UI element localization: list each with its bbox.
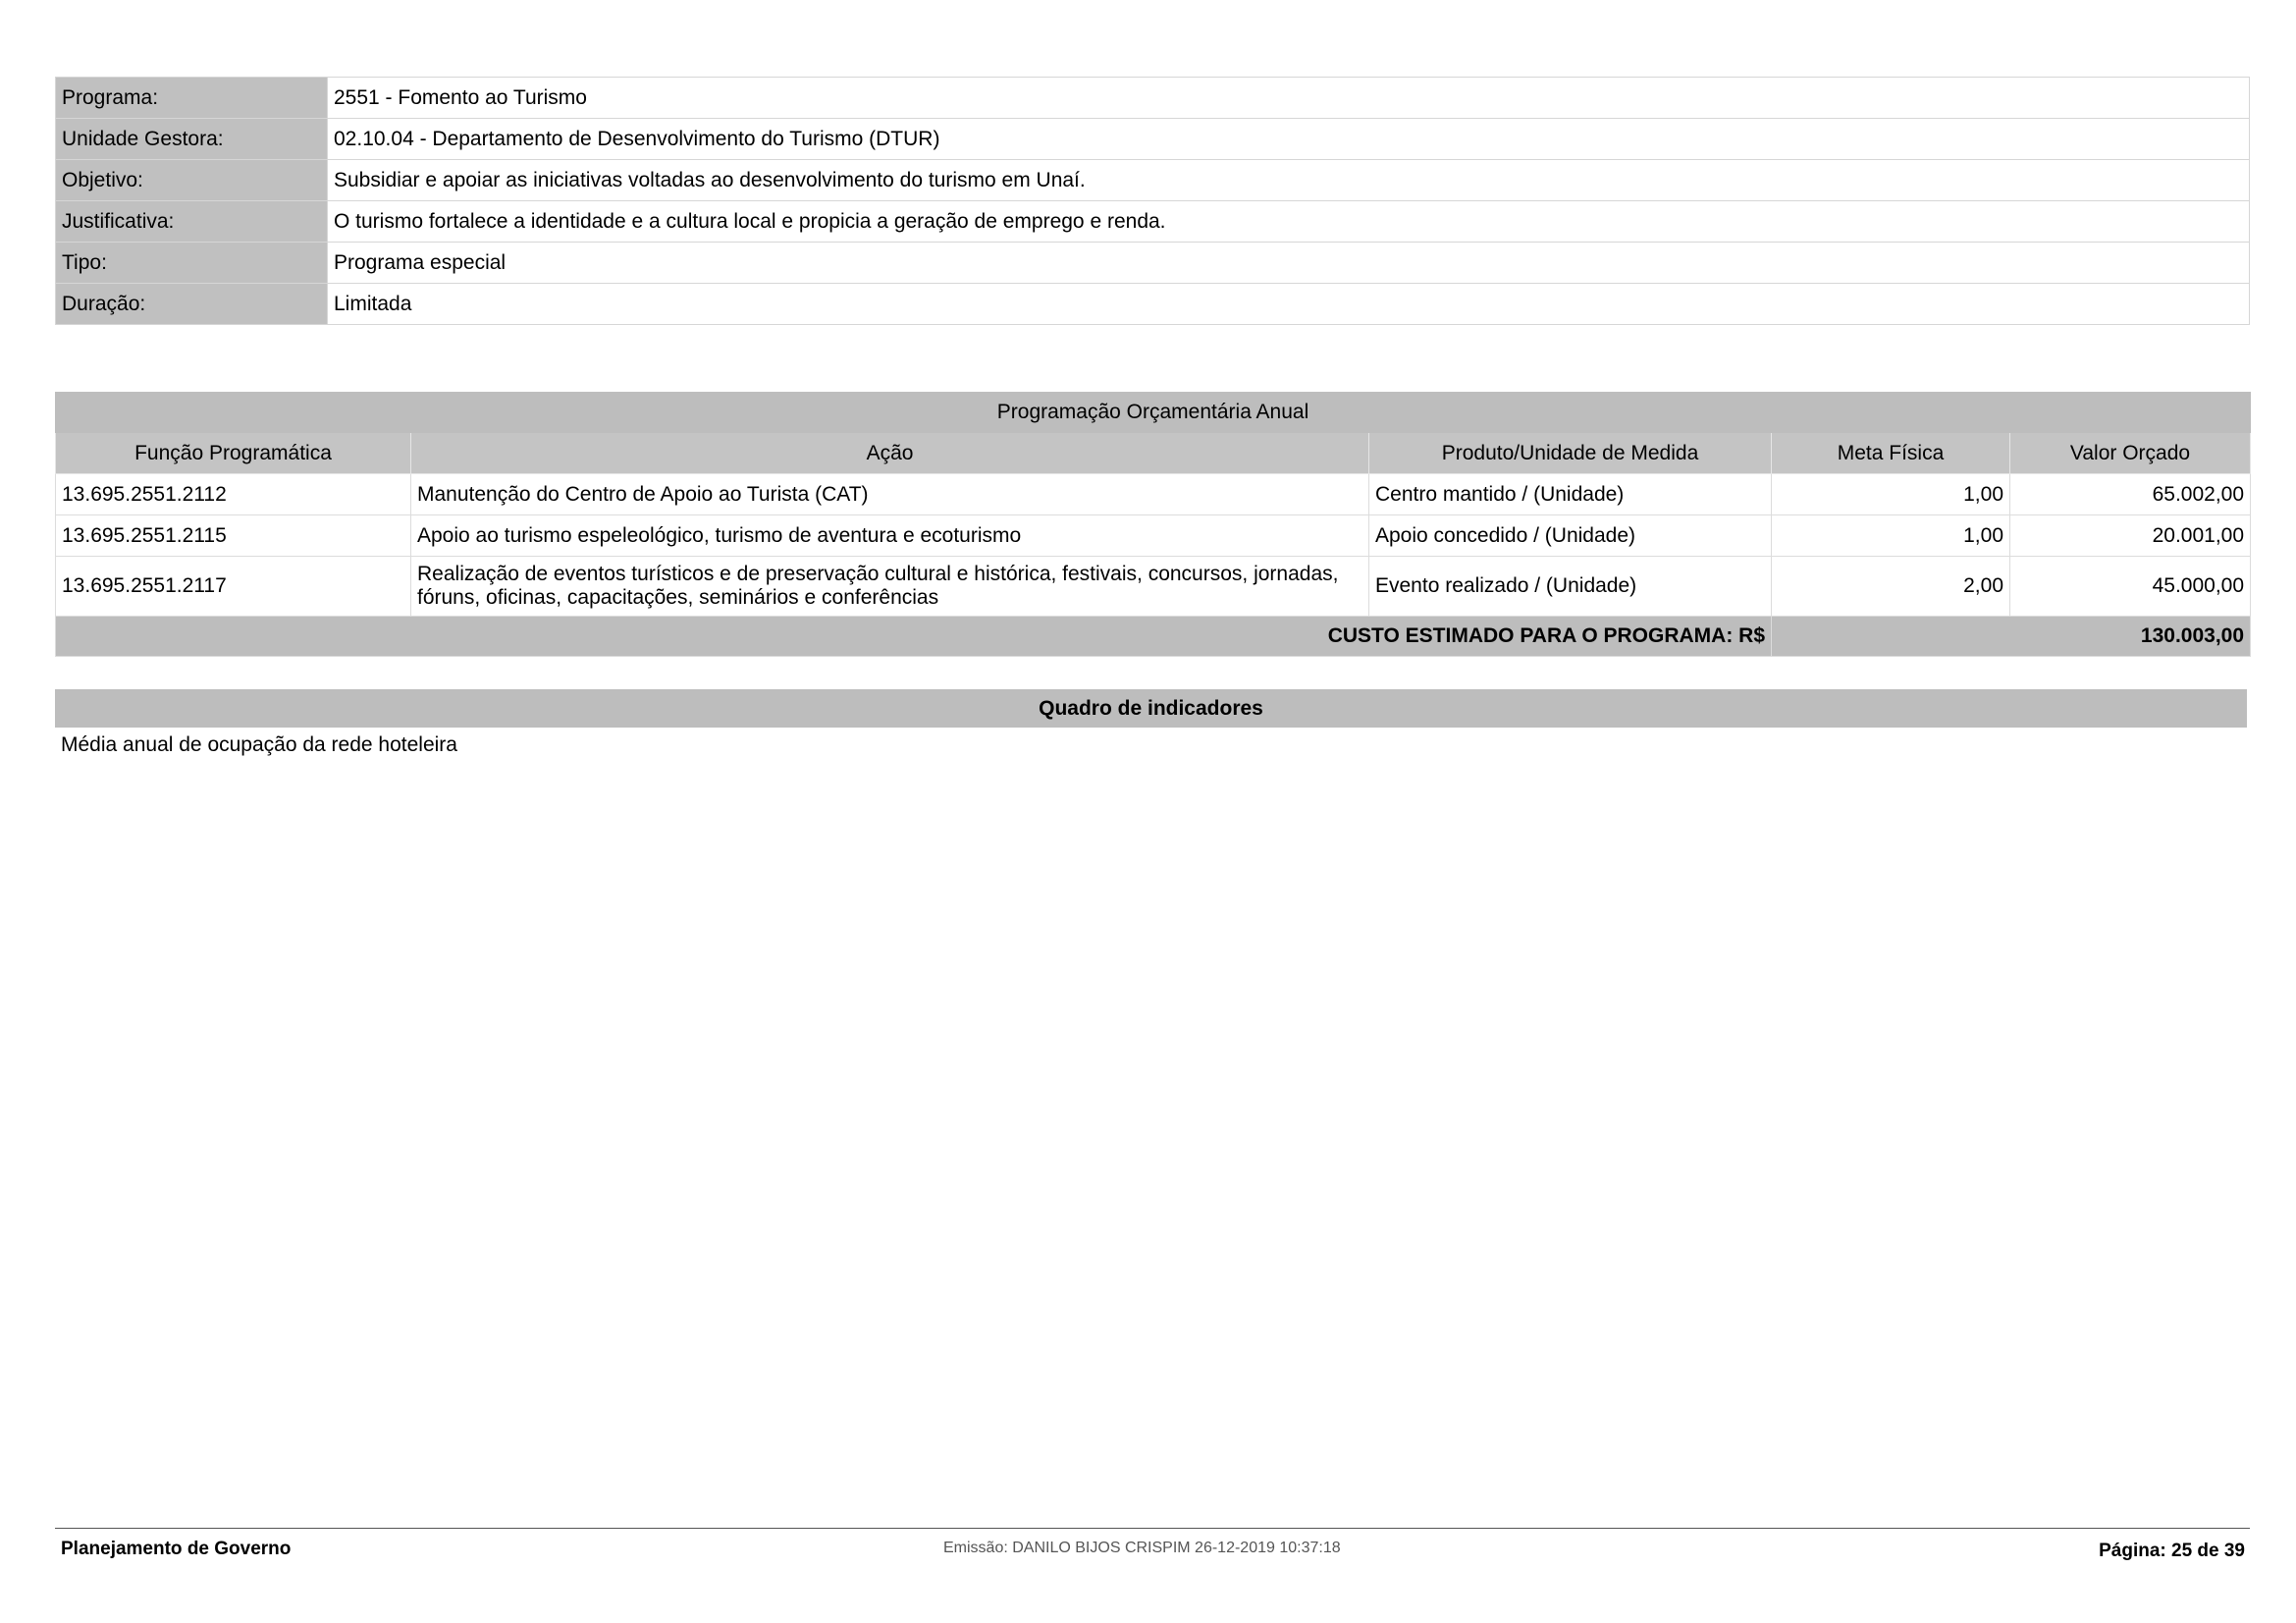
info-value: 02.10.04 - Departamento de Desenvolvimento do Turismo (DTUR) [328, 119, 2250, 160]
table-row [56, 515, 2251, 557]
info-label: Justificativa: [56, 201, 328, 243]
footer-department: Planejamento de Governo [61, 1539, 292, 1559]
info-label: Duração: [56, 284, 328, 325]
cell-funcao: 13.695.2551.2115 [56, 515, 411, 557]
total-row [56, 617, 2251, 657]
table-row [56, 474, 2251, 515]
column-header-funcao: Função Programática [56, 433, 411, 474]
cell-acao: Manutenção do Centro de Apoio ao Turista (CAT) [411, 474, 1369, 515]
info-value: Programa especial [328, 243, 2250, 284]
info-label: Objetivo: [56, 160, 328, 201]
column-header-valor: Valor Orçado [2010, 433, 2251, 474]
indicators-header: Quadro de indicadores [55, 689, 2247, 728]
info-row-programa [56, 78, 2250, 119]
budget-title-row [56, 393, 2251, 433]
info-label: Unidade Gestora: [56, 119, 328, 160]
footer-emission: Emissão: DANILO BIJOS CRISPIM 26-12-2019 10:37:18 [943, 1540, 1341, 1556]
program-info-table [55, 77, 2250, 325]
total-label: CUSTO ESTIMADO PARA O PROGRAMA: R$ [56, 617, 1772, 657]
info-label: Tipo: [56, 243, 328, 284]
cell-valor: 20.001,00 [2010, 515, 2251, 557]
info-value: Limitada [328, 284, 2250, 325]
cell-funcao: 13.695.2551.2117 [56, 557, 411, 617]
cell-valor: 65.002,00 [2010, 474, 2251, 515]
footer-page-number: Página: 25 de 39 [2099, 1541, 2245, 1561]
info-label: Programa: [56, 78, 328, 119]
cell-meta: 2,00 [1772, 557, 2010, 617]
budget-header-row [56, 433, 2251, 474]
footer-divider [55, 1528, 2250, 1529]
total-value: 130.003,00 [1772, 617, 2251, 657]
cell-produto: Centro mantido / (Unidade) [1369, 474, 1772, 515]
cell-acao: Apoio ao turismo espeleológico, turismo de aventura e ecoturismo [411, 515, 1369, 557]
budget-title: Programação Orçamentária Anual [56, 393, 2251, 433]
info-value: O turismo fortalece a identidade e a cultura local e propicia a geração de emprego e renda. [328, 201, 2250, 243]
info-row-justificativa [56, 201, 2250, 243]
info-value: Subsidiar e apoiar as iniciativas voltadas ao desenvolvimento do turismo em Unaí. [328, 160, 2250, 201]
cell-produto: Apoio concedido / (Unidade) [1369, 515, 1772, 557]
cell-meta: 1,00 [1772, 515, 2010, 557]
cell-produto: Evento realizado / (Unidade) [1369, 557, 1772, 617]
column-header-meta: Meta Física [1772, 433, 2010, 474]
column-header-acao: Ação [411, 433, 1369, 474]
budget-table [55, 392, 2251, 657]
info-value: 2551 - Fomento ao Turismo [328, 78, 2250, 119]
column-header-produto: Produto/Unidade de Medida [1369, 433, 1772, 474]
table-row [56, 557, 2251, 617]
cell-valor: 45.000,00 [2010, 557, 2251, 617]
info-row-unidade-gestora [56, 119, 2250, 160]
cell-meta: 1,00 [1772, 474, 2010, 515]
info-row-objetivo [56, 160, 2250, 201]
indicator-item: Média anual de ocupação da rede hoteleira [61, 733, 457, 756]
info-row-duracao [56, 284, 2250, 325]
info-row-tipo [56, 243, 2250, 284]
cell-funcao: 13.695.2551.2112 [56, 474, 411, 515]
cell-acao: Realização de eventos turísticos e de preservação cultural e histórica, festivais, concursos, jornadas, fóruns, oficinas, capacitações, seminários e conferências [411, 557, 1369, 617]
